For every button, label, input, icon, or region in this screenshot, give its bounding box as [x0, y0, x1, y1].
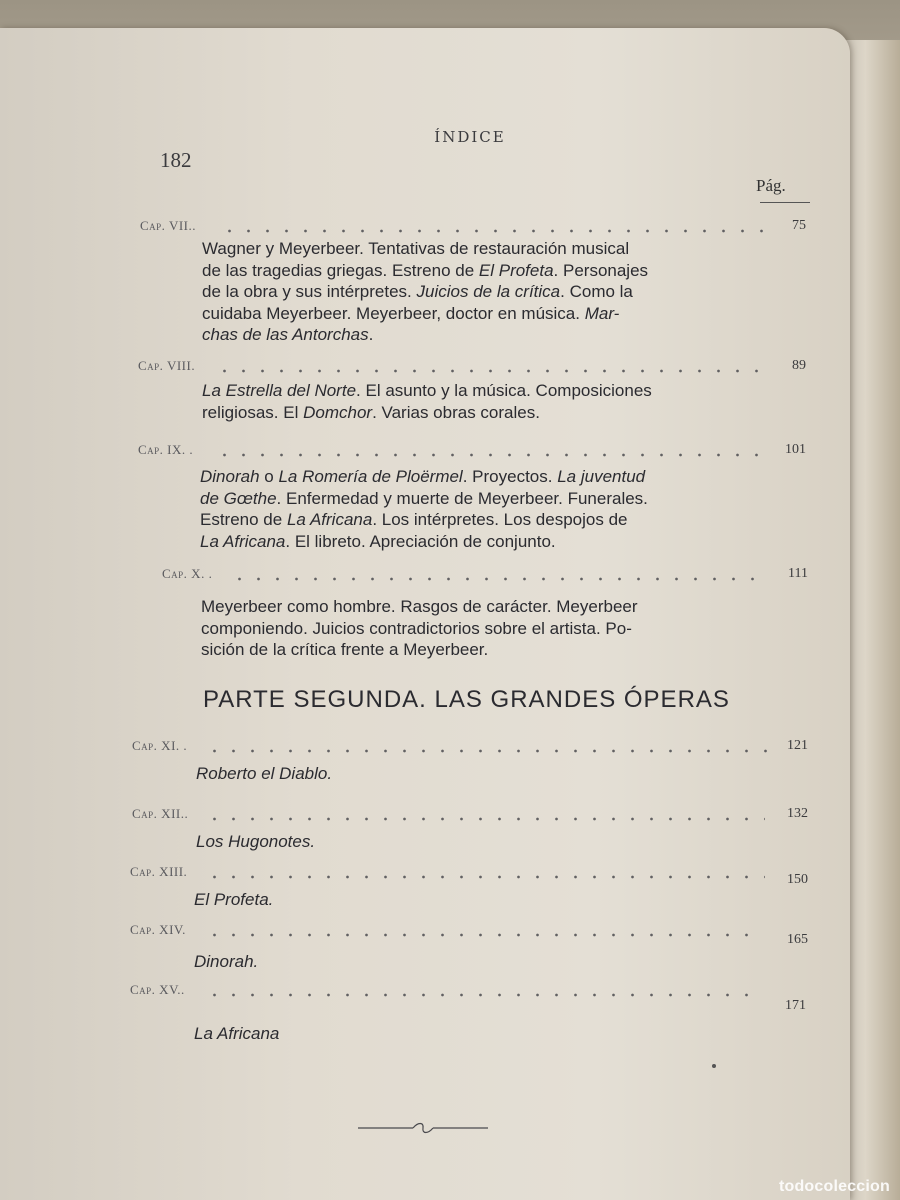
- chapter-label: Cap. XI. .: [132, 738, 188, 753]
- italic-title: Juicios de la crítica: [416, 282, 561, 301]
- chapter-label: Cap. IX. .: [138, 442, 194, 457]
- chapter-line: [0, 806, 850, 828]
- chapter-label: Cap. X. .: [162, 566, 213, 581]
- description-line: Wagner y Meyerbeer. Tentativas de restauración musical: [202, 239, 630, 258]
- page-header-title: ÍNDICE: [434, 128, 506, 146]
- chapter-label: Cap. XIV.: [130, 922, 186, 937]
- chapter-label: Cap. XIII.: [130, 864, 188, 879]
- italic-title: Dinorah: [200, 467, 260, 486]
- page-number: 182: [160, 148, 192, 172]
- page-column-label: Pág.: [756, 176, 786, 195]
- opera-title: Dinorah.: [194, 952, 259, 971]
- chapter-label: Cap. VII..: [140, 218, 196, 233]
- description-line: sición de la crítica frente a Meyerbeer.: [201, 640, 489, 659]
- chapter-description: [200, 466, 785, 552]
- chapter-line: [0, 738, 850, 760]
- description-line: La Africana. El libreto. Apreciación de conjunto.: [200, 531, 556, 551]
- description-line: Meyerbeer como hombre. Rasgos de carácter. Meyerbeer: [201, 597, 638, 616]
- description-line: Dinorah o La Romería de Ploërmel. Proyectos. La juventud: [200, 467, 646, 486]
- description-line: Estreno de La Africana. Los intérpretes. Los despojos de: [200, 510, 628, 529]
- part-two-heading: PARTE SEGUNDA. LAS GRANDES ÓPERAS: [203, 686, 730, 713]
- italic-title: La juventud: [557, 467, 646, 486]
- dot-leaders: [215, 360, 765, 374]
- italic-title: El Profeta: [478, 260, 554, 280]
- opera-title: El Profeta.: [194, 890, 274, 909]
- ornamental-rule-icon: [358, 1122, 488, 1134]
- chapter-page: 121: [787, 738, 808, 753]
- dot-leaders: [205, 740, 767, 754]
- chapter-page: 150: [787, 872, 808, 887]
- description-line: cuidaba Meyerbeer. Meyerbeer, doctor en música. Mar-: [202, 303, 620, 323]
- page-column-rule: [760, 202, 810, 203]
- dot-leaders: [205, 866, 765, 880]
- chapter-line: [0, 218, 850, 240]
- italic-title: La Romería de Ploërmel: [278, 467, 463, 486]
- italic-title: La Estrella del Norte: [202, 381, 357, 400]
- dot-leaders: [230, 568, 760, 582]
- chapter-line: [0, 864, 850, 886]
- description-line: componiendo. Juicios contradictorios sobre el artista. Po-: [201, 618, 632, 638]
- chapter-description: [202, 380, 784, 423]
- dot-leaders: [205, 924, 763, 938]
- chapter-label: Cap. VIII.: [138, 358, 196, 373]
- book-page: [0, 28, 850, 1200]
- chapter-page: 89: [792, 358, 806, 373]
- chapter-line: [0, 358, 850, 380]
- ink-speck: [712, 1064, 716, 1068]
- description-line: de la obra y sus intérpretes. Juicios de la crítica. Como la: [202, 282, 633, 301]
- chapter-page: 171: [785, 998, 806, 1013]
- todocoleccion-logo: todocoleccion: [778, 1178, 890, 1195]
- italic-title: La Africana: [200, 531, 286, 551]
- dot-leaders: [205, 984, 761, 998]
- italic-title: La Africana: [286, 510, 373, 529]
- description-line: La Estrella del Norte. El asunto y la música. Composiciones: [202, 381, 652, 400]
- italic-title: Domchor: [303, 402, 373, 422]
- chapter-page: 101: [785, 442, 806, 457]
- chapter-page: 165: [787, 932, 808, 947]
- chapter-line: [0, 982, 850, 1013]
- chapter-description: [201, 596, 784, 661]
- dot-leaders: [205, 808, 765, 822]
- chapter-description: [202, 238, 784, 346]
- dot-leaders: [215, 444, 761, 458]
- chapter-label: Cap. XII..: [132, 806, 189, 821]
- chapter-line: [0, 566, 850, 588]
- book-page-edge: [842, 40, 900, 1200]
- opera-title: Roberto el Diablo.: [196, 764, 333, 783]
- chapter-page: 75: [792, 218, 806, 233]
- opera-title: La Africana: [194, 1024, 280, 1043]
- chapter-label: Cap. XV..: [130, 982, 185, 997]
- italic-title: chas de las Antorchas: [202, 325, 369, 344]
- opera-title: Los Hugonotes.: [196, 832, 316, 851]
- italic-title: de Gœthe: [200, 488, 277, 508]
- dot-leaders: [220, 220, 768, 234]
- italic-title: Mar-: [584, 303, 620, 323]
- chapter-line: [0, 442, 850, 464]
- description-line: chas de las Antorchas.: [202, 325, 374, 344]
- chapter-page: 132: [787, 806, 808, 821]
- description-line: religiosas. El Domchor. Varias obras corales.: [202, 402, 540, 422]
- description-line: de las tragedias griegas. Estreno de El Profeta. Personajes: [202, 260, 649, 280]
- watermark-logo: [779, 1178, 890, 1196]
- description-line: de Gœthe. Enfermedad y muerte de Meyerbeer. Funerales.: [200, 488, 648, 508]
- chapter-line: [0, 922, 850, 947]
- chapter-page: 111: [788, 566, 808, 581]
